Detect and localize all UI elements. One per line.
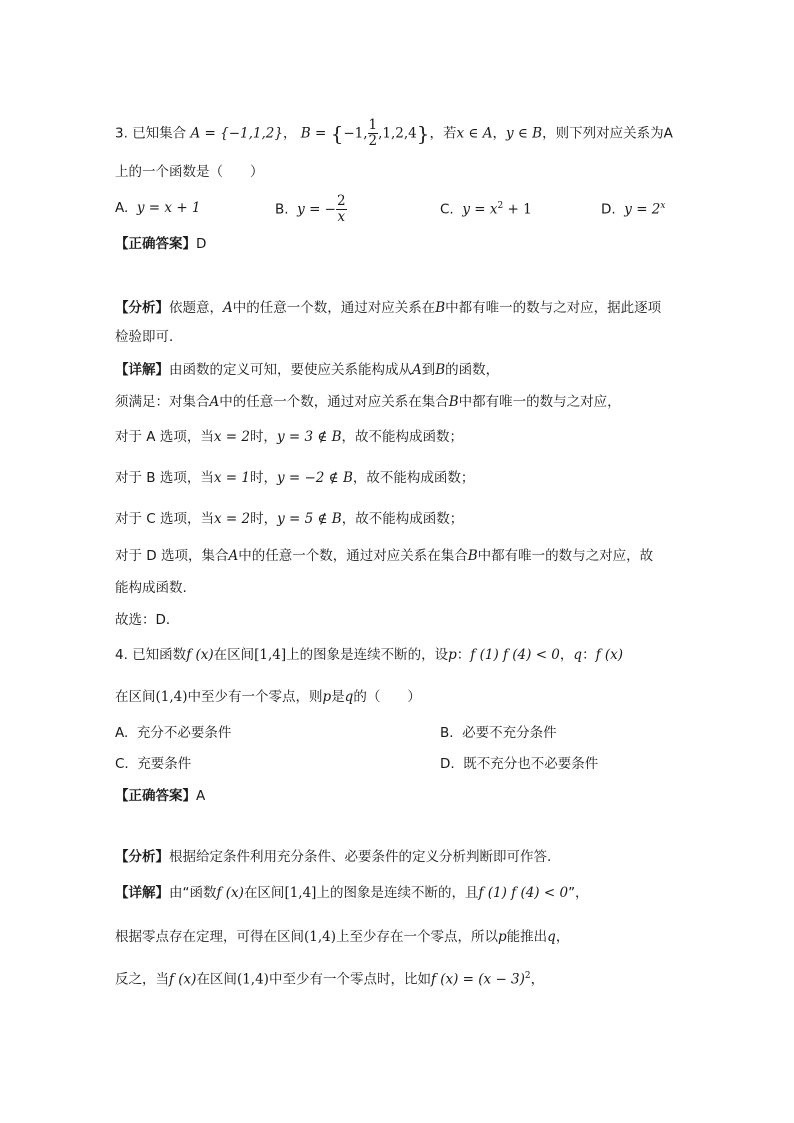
q3-check-d-line2: 能构成函数. (115, 580, 187, 596)
q3-option-a: A. y = x + 1 (115, 200, 201, 216)
q3-answer: 【正确答案】D (115, 236, 207, 252)
set-b-lhs: B = (300, 125, 331, 142)
q3-choice: 故选：D． (115, 612, 180, 628)
q4-option-b: B. 必要不充分条件 (440, 725, 557, 741)
q3-check-a: 对于 A 选项，当x = 2时，y = 3 ∉ B，故不能构成函数； (115, 429, 464, 445)
q3-check-b: 对于 B 选项，当x = 1时，y = −2 ∉ B，故不能构成函数； (115, 470, 475, 486)
q4-stem-line2: 在区间(1,4)中至少有一个零点，则p是q的（ ） (115, 689, 421, 705)
q4-option-a: A. 充分不必要条件 (115, 725, 232, 741)
set-a: A = {−1,1,2} (190, 125, 283, 142)
q3-option-b: B. y = − $\frac{2}{x}$ (275, 193, 346, 225)
q3-detail-line1: 【详解】由函数的定义可知，要使应关系能构成从A到B的函数， (115, 362, 500, 378)
q3-number: 3. (115, 125, 128, 142)
q4-option-d: D. 既不充分也不必要条件 (440, 756, 599, 772)
q3-option-d: D. $y = 2^x$ (601, 201, 666, 218)
q3-analysis-line1: 【分析】依题意，A中的任意一个数，通过对应关系在B中都有唯一的数与之对应，据此逐项 (115, 300, 662, 316)
q3-check-d-line1: 对于 D 选项，集合A中的任意一个数，通过对应关系在集合B中都有唯一的数与之对应，故 (115, 548, 654, 564)
q4-detail-line3: 反之，当f (x)在区间(1,4)中至少有一个零点时，比如f $(x) = (x - 3)^2$， (115, 971, 545, 988)
q4-stem-line1: 4. 已知函数f (x)在区间[1,4]上的图象是连续不断的，设p：f (1) f (4) < 0，q：f (x) (115, 647, 623, 663)
q4-number: 4. (115, 647, 128, 663)
q3-check-c: 对于 C 选项，当x = 2时，y = 5 ∉ B，故不能构成函数； (115, 511, 464, 527)
q4-detail-line1: 【详解】由“函数f (x)在区间[1,4]上的图象是连续不断的，且f (1) f (4) < 0”， (115, 885, 589, 901)
q4-detail-line2: 根据零点存在定理，可得在区间(1,4)上至少存在一个零点，所以p能推出q， (115, 929, 570, 945)
q3-detail-line2: 须满足：对集合A中的任意一个数，通过对应关系在集合B中都有唯一的数与之对应， (115, 394, 621, 410)
q3-stem-line2: 上的一个函数是（ ） (115, 164, 264, 180)
q3-analysis-line2: 检验即可． (115, 329, 183, 345)
fraction-one-half: $\frac{1}{2}$ (368, 117, 378, 149)
q4-option-c: C. 充要条件 (115, 756, 192, 772)
q3-stem-line1: 3. 已知集合 A = {−1,1,2}， B = {−1, $\frac{1}{2}$ ,1,2,4}，若x ∈ A，y ∈ B，则下列对应关系为A (115, 117, 673, 149)
q3-option-c: C. $y = x^2 + 1$ (440, 201, 532, 218)
q4-analysis: 【分析】根据给定条件利用充分条件、必要条件的定义分析判断即可作答. (115, 849, 552, 865)
q4-answer: 【正确答案】A (115, 788, 206, 804)
